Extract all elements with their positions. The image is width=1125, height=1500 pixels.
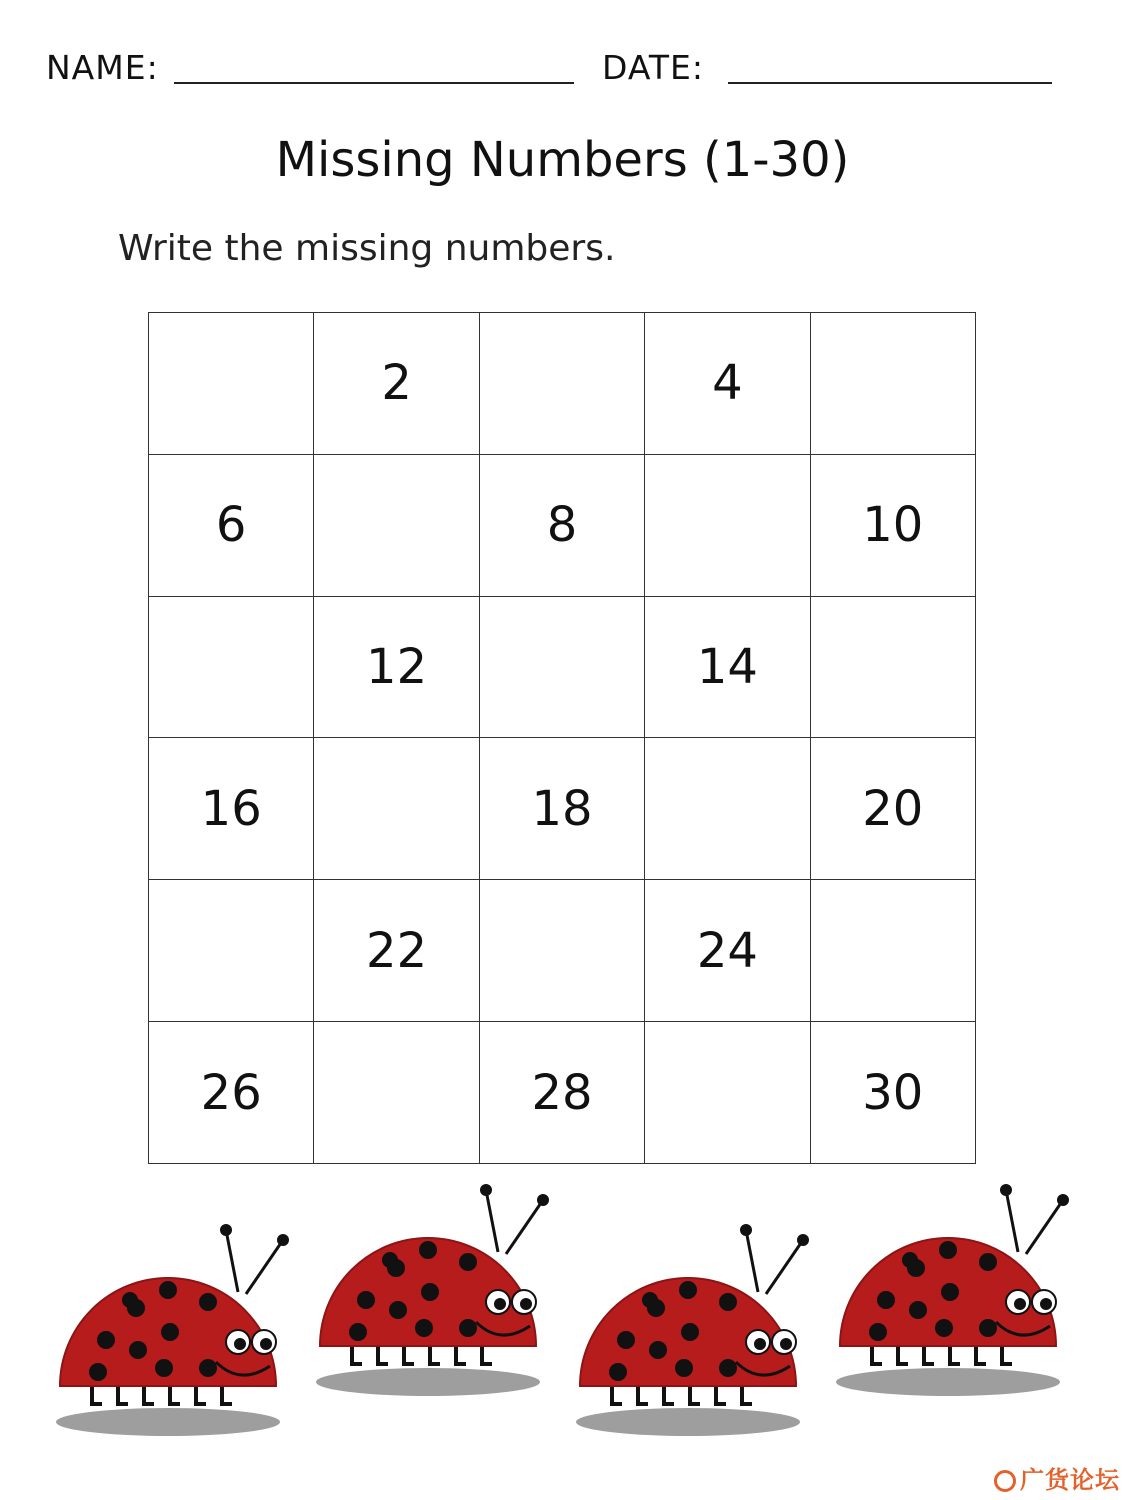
grid-cell[interactable] [645, 1022, 810, 1164]
ladybug-icon [316, 1184, 549, 1396]
grid-cell: 12 [314, 597, 479, 739]
grid-cell[interactable] [314, 455, 479, 597]
name-label: NAME: [46, 48, 159, 87]
logo-icon [994, 1470, 1016, 1492]
ladybug-icon [576, 1224, 809, 1436]
grid-cell[interactable] [149, 597, 314, 739]
name-field[interactable] [174, 82, 574, 84]
grid-cell: 10 [811, 455, 976, 597]
date-label: DATE: [602, 48, 704, 87]
watermark [994, 1460, 1120, 1495]
grid-cell: 2 [314, 313, 479, 455]
grid-cell[interactable] [811, 880, 976, 1022]
grid-cell: 14 [645, 597, 810, 739]
date-field[interactable] [728, 82, 1052, 84]
grid-cell: 26 [149, 1022, 314, 1164]
grid-cell[interactable] [811, 597, 976, 739]
header-row [46, 48, 1066, 98]
grid-cell: 24 [645, 880, 810, 1022]
grid-cell: 28 [480, 1022, 645, 1164]
grid-cell: 20 [811, 738, 976, 880]
ladybug-icon [56, 1224, 289, 1436]
watermark-text: 广货论坛 [1020, 1466, 1120, 1494]
grid-cell: 18 [480, 738, 645, 880]
grid-cell[interactable] [480, 880, 645, 1022]
grid-cell[interactable] [811, 313, 976, 455]
grid-cell: 8 [480, 455, 645, 597]
grid-cell[interactable] [149, 313, 314, 455]
ladybug-decorations [0, 1180, 1125, 1440]
grid-cell: 30 [811, 1022, 976, 1164]
ladybug-icon [836, 1184, 1069, 1396]
grid-cell[interactable] [480, 313, 645, 455]
grid-cell[interactable] [645, 738, 810, 880]
grid-cell[interactable] [314, 738, 479, 880]
grid-cell[interactable] [314, 1022, 479, 1164]
grid-cell: 6 [149, 455, 314, 597]
grid-cell: 22 [314, 880, 479, 1022]
grid-cell[interactable] [149, 880, 314, 1022]
grid-cell[interactable] [480, 597, 645, 739]
page-title: Missing Numbers (1-30) [275, 132, 850, 188]
grid-cell: 4 [645, 313, 810, 455]
grid-cell[interactable] [645, 455, 810, 597]
number-grid [148, 312, 976, 1164]
instructions-text: Write the missing numbers. [118, 228, 616, 269]
grid-cell: 16 [149, 738, 314, 880]
